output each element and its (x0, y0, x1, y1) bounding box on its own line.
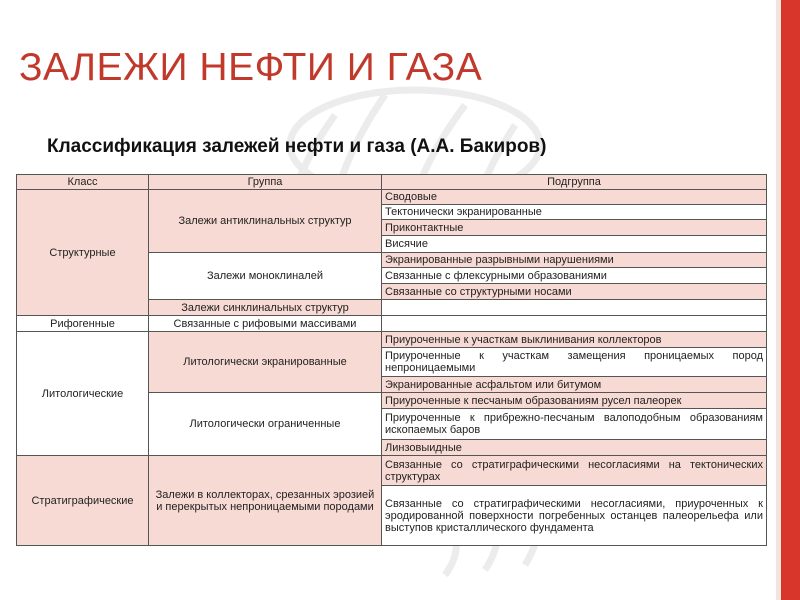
table-row (17, 456, 767, 486)
group-cell: Связанные с рифовыми массивами (149, 316, 382, 332)
subgroup-cell: Связанные со стратиграфическими несогласиями на тектонических структурах (382, 456, 767, 486)
table-header-row (17, 175, 767, 190)
group-cell: Залежи синклинальных структур (149, 300, 382, 316)
class-cell: Стратиграфические (17, 456, 149, 546)
slide-subtitle: Классификация залежей нефти и газа (А.А. Бакиров) (47, 136, 547, 157)
group-cell: Залежи антиклинальных структур (149, 190, 382, 253)
group-cell: Литологически ограниченные (149, 393, 382, 456)
subgroup-cell (382, 300, 767, 316)
subgroup-cell: Приуроченные к участкам замещения проницаемых пород непроницаемыми (382, 348, 767, 377)
class-cell: Структурные (17, 190, 149, 316)
subgroup-cell: Линзовыидные (382, 440, 767, 456)
group-cell: Залежи в коллекторах, срезанных эрозией и перекрытых непроницаемыми породами (149, 456, 382, 546)
subgroup-cell: Связанные с флексурными образованиями (382, 268, 767, 284)
subgroup-cell: Сводовые (382, 190, 767, 205)
subgroup-cell: Связанные со стратиграфическими несогласиями, приуроченных к эродированной поверхности погребенных останцев палеорельефа или выступов кристаллического фундамента (382, 486, 767, 546)
header-group: Группа (149, 175, 382, 190)
subgroup-cell: Тектонически экранированные (382, 205, 767, 220)
classification-table (16, 174, 767, 546)
table-row (17, 316, 767, 332)
subgroup-cell (382, 316, 767, 332)
subgroup-cell: Приуроченные к участкам выклинивания коллекторов (382, 332, 767, 348)
subgroup-cell: Экранированные асфальтом или битумом (382, 377, 767, 393)
accent-bar (781, 0, 800, 600)
slide-title: ЗАЛЕЖИ НЕФТИ И ГАЗА (19, 46, 483, 89)
table-row (17, 190, 767, 205)
subgroup-cell: Приуроченные к прибрежно-песчаным валоподобным образованиям ископаемых баров (382, 409, 767, 440)
group-cell: Литологически экранированные (149, 332, 382, 393)
subgroup-cell: Приконтактные (382, 220, 767, 236)
subgroup-cell: Экранированные разрывными нарушениями (382, 253, 767, 268)
header-class: Класс (17, 175, 149, 190)
class-cell: Рифогенные (17, 316, 149, 332)
subgroup-cell: Висячие (382, 236, 767, 253)
subgroup-cell: Приуроченные к песчаным образованиям русел палеорек (382, 393, 767, 409)
class-cell: Литологические (17, 332, 149, 456)
table-row (17, 332, 767, 348)
group-cell: Залежи моноклиналей (149, 253, 382, 300)
header-subgroup: Подгруппа (382, 175, 767, 190)
subgroup-cell: Связанные со структурными носами (382, 284, 767, 300)
